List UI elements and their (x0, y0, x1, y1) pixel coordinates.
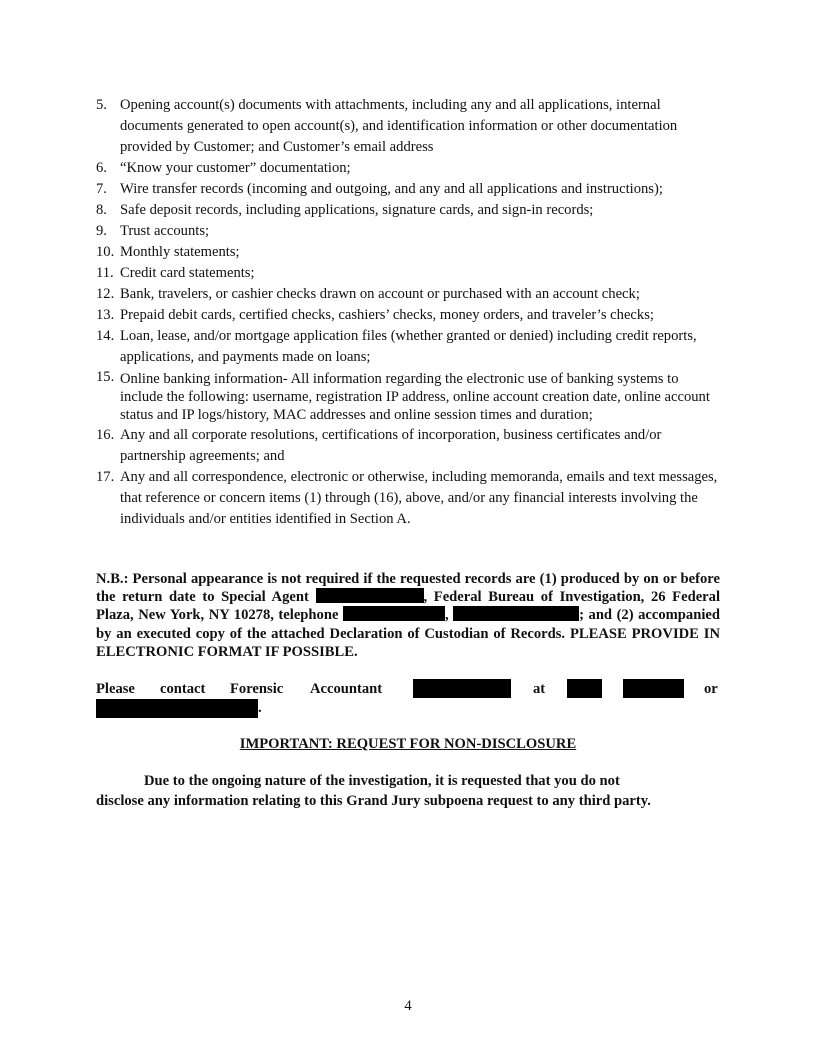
item-text: Any and all corporate resolutions, certifications of incorporation, business certificates and/or partnership agreements; and (120, 427, 662, 464)
list-item (96, 242, 720, 263)
list-item (96, 425, 720, 467)
item-number: 6. (96, 160, 107, 176)
item-number: 5. (96, 97, 107, 113)
item-text: Opening account(s) documents with attachments, including any and all applications, internal documents generated to open account(s), and identification information or other documentation provided by Customer; and Customer’s email address (120, 97, 678, 155)
item-text: “Know your customer” documentation; (120, 160, 351, 176)
item-text: Prepaid debit cards, certified checks, cashiers’ checks, money orders, and traveler’s checks; (120, 307, 654, 323)
contact-word: at (533, 681, 546, 697)
item-text: Online banking information- All information regarding the electronic use of banking systems to include the following: username, registration IP address, online account creation date, online account status and IP logs/history, MAC addresses and online session times and duration; (120, 371, 710, 423)
list-item (96, 200, 720, 221)
item-number: 16. (96, 427, 115, 443)
item-text: Any and all correspondence, electronic or otherwise, including memoranda, emails and text messages, that reference or concern items (1) through (16), above, and/or any financial interests involving the individuals and/or entities identified in Section A. (120, 469, 718, 527)
list-item (96, 179, 720, 200)
records-list (96, 95, 720, 530)
redaction-box (413, 679, 511, 698)
item-number: 15. (96, 369, 115, 385)
item-number: 17. (96, 469, 115, 485)
nb-text-3: , (444, 607, 449, 624)
redaction-box (96, 699, 258, 718)
list-item (96, 221, 720, 242)
nb-text-1: N.B.: Personal appearance is not required if the requested records are (1) produced by on or before the return date to Special Agent (96, 571, 720, 606)
list-item (96, 326, 720, 368)
redaction-box (343, 606, 445, 621)
redaction-box (623, 679, 684, 698)
list-item (96, 368, 720, 425)
item-text: Credit card statements; (120, 265, 255, 281)
contact-word: Please (96, 681, 135, 697)
list-item (96, 158, 720, 179)
list-item (96, 305, 720, 326)
contact-word: or (704, 681, 718, 697)
item-number: 9. (96, 223, 107, 239)
redaction-box (316, 588, 424, 603)
item-text: Safe deposit records, including applications, signature cards, and sign-in records; (120, 202, 594, 218)
item-number: 8. (96, 202, 107, 218)
item-number: 7. (96, 181, 107, 197)
list-item (96, 467, 720, 530)
nondisclosure-line: disclose any information relating to this Grand Jury subpoena request to any third party. (96, 792, 651, 809)
contact-paragraph (96, 680, 720, 720)
nondisclosure-line: Due to the ongoing nature of the investigation, it is requested that you do not (144, 773, 620, 789)
item-number: 14. (96, 328, 115, 344)
redaction-box (567, 679, 602, 698)
contact-word: contact (160, 681, 206, 697)
item-number: 13. (96, 307, 115, 323)
list-item (96, 95, 720, 158)
item-number: 11. (96, 265, 114, 281)
item-number: 10. (96, 244, 115, 260)
page-number: 4 (404, 998, 412, 1014)
contact-word: Forensic (230, 681, 284, 697)
item-text: Loan, lease, and/or mortgage application files (whether granted or denied) including credit reports, applications, and payments made on loans; (120, 328, 697, 365)
contact-period: . (258, 700, 262, 716)
nb-text-4: ; and (2) accompanied by an executed copy of the attached Declaration of Custodian of Records. PLEASE PROVIDE IN ELECTRONIC FORMAT IF POSSIBLE. (96, 607, 720, 660)
nb-text-2: , Federal Bureau of Investigation, 26 Federal Plaza, New York, NY 10278, telephone (96, 589, 720, 624)
section-heading: IMPORTANT: REQUEST FOR NON-DISCLOSURE (239, 736, 577, 752)
nb-paragraph (96, 570, 720, 661)
item-text: Wire transfer records (incoming and outgoing, and any and all applications and instructions); (120, 181, 663, 197)
item-text: Monthly statements; (120, 244, 240, 260)
list-item (96, 263, 720, 284)
nondisclosure-paragraph (96, 772, 720, 811)
contact-word: Accountant (310, 681, 383, 697)
item-text: Bank, travelers, or cashier checks drawn on account or purchased with an account check; (120, 286, 640, 302)
list-item (96, 284, 720, 305)
item-text: Trust accounts; (120, 223, 210, 239)
redaction-box (453, 606, 579, 621)
item-number: 12. (96, 286, 115, 302)
